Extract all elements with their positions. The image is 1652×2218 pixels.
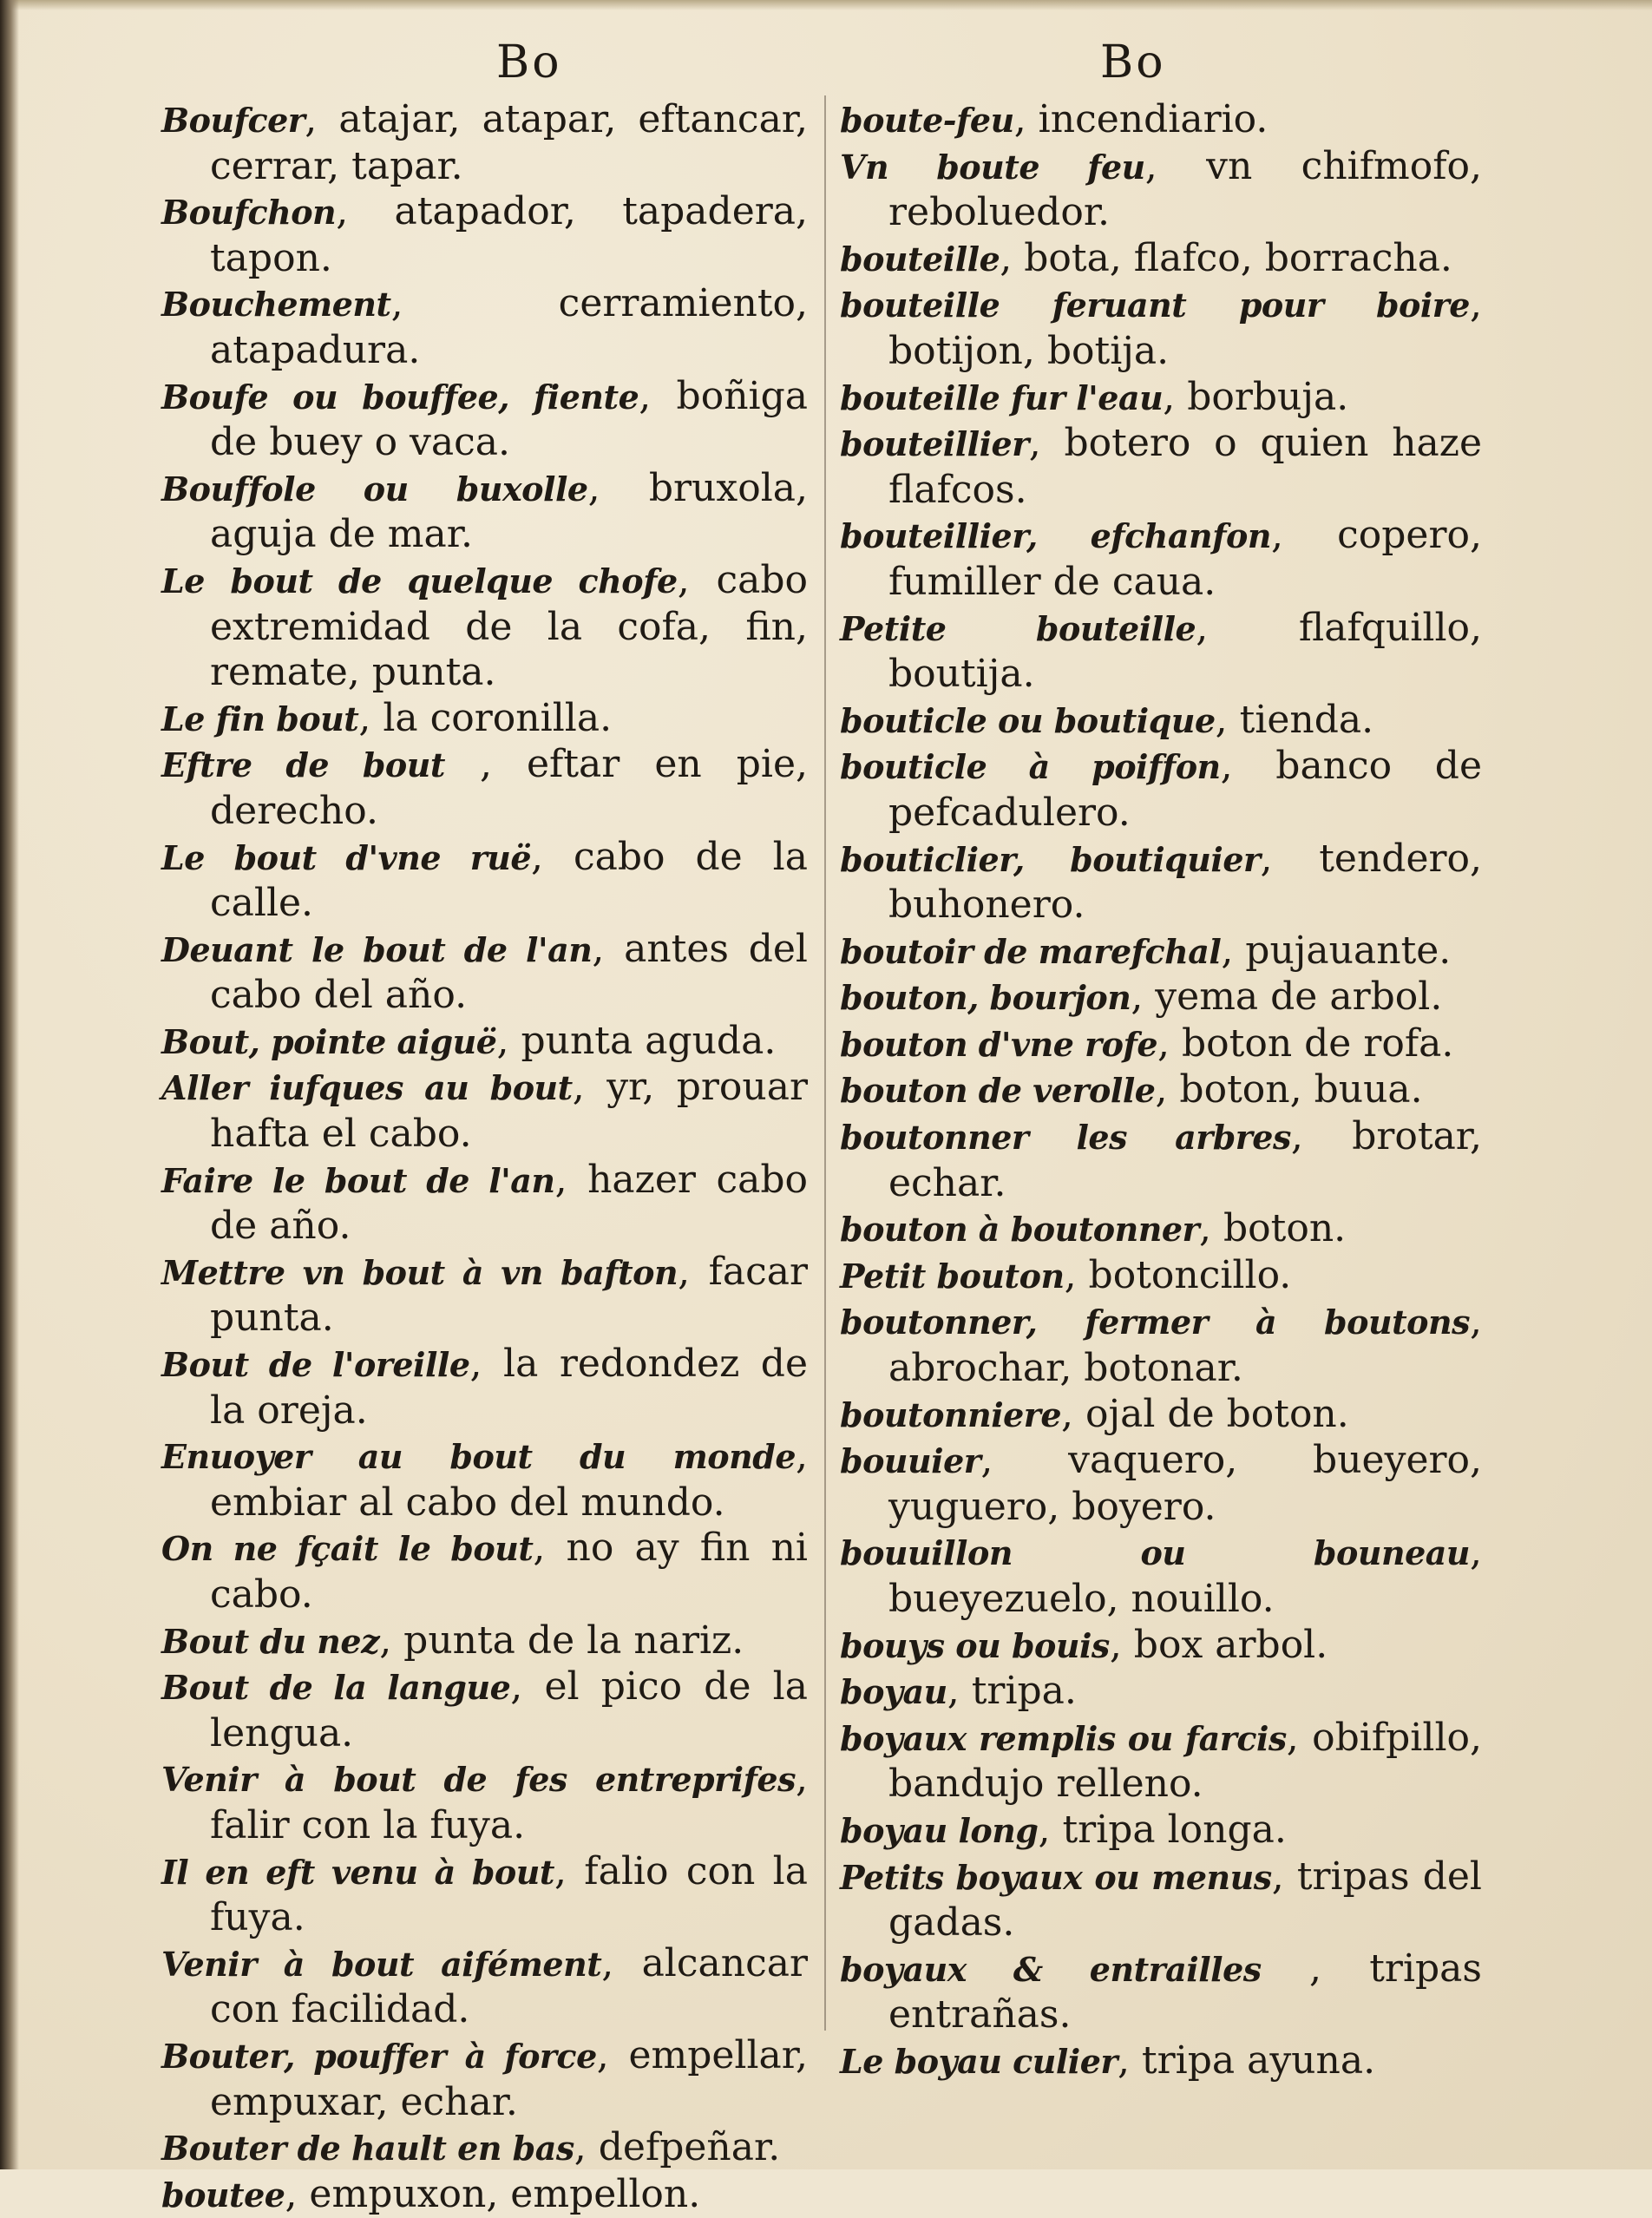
entry-definition: , boñiga de buey o vaca.	[210, 373, 809, 465]
entry-definition: , atajar, atapar, eftancar, cerrar, tapar.	[210, 97, 808, 188]
entry-definition: , bruxola, aguja de mar.	[210, 465, 808, 557]
entry-definition: , eftar en pie, derecho.	[210, 742, 808, 833]
entry-headword: bouys ou bouis	[840, 1625, 1110, 1665]
entry-headword: boutonner les arbres	[840, 1118, 1291, 1158]
entry-definition: , empuxon, empellon.	[285, 2171, 701, 2216]
dictionary-entry	[840, 1114, 1482, 1206]
dictionary-entry	[840, 375, 1482, 422]
entry-headword: Eftre de bout	[161, 745, 445, 785]
dictionary-entry	[161, 742, 808, 834]
entry-definition: , antes del cabo del año.	[210, 926, 808, 1018]
dictionary-entry	[840, 513, 1482, 605]
dictionary-entry	[840, 837, 1482, 929]
entry-definition: , bota, flafco, borracha.	[1000, 235, 1452, 280]
dictionary-entry	[161, 374, 808, 466]
entry-headword: Bout du nez	[161, 1621, 380, 1661]
entry-headword: boute-feu	[840, 101, 1014, 140]
entry-headword: bouticlier, boutiquier	[840, 839, 1261, 879]
entry-definition: , ojal de boton.	[1061, 1391, 1349, 1436]
dictionary-entry	[840, 97, 1482, 144]
dictionary-entry	[161, 281, 808, 373]
entry-headword: Enuoyer au bout du monde	[161, 1437, 796, 1477]
entry-definition: , yr, prouar hafta el cabo.	[210, 1065, 809, 1157]
entry-headword: bouteillier, efchanfon	[840, 516, 1271, 556]
entry-definition: , vn chifmofo, reboluedor.	[888, 143, 1482, 235]
dictionary-entry	[161, 1756, 808, 1848]
dictionary-entry	[840, 1854, 1482, 1946]
dictionary-entry	[161, 1065, 808, 1157]
entry-definition: , alcancar con facilidad.	[210, 1940, 808, 2032]
entry-headword: Bout de l'oreille	[161, 1345, 470, 1385]
entry-definition: , botoncillo.	[1064, 1252, 1292, 1297]
dictionary-entry	[161, 1434, 808, 1526]
entry-headword: Le boyau culier	[840, 2041, 1118, 2081]
entry-definition: , bueyezuelo, nouillo.	[888, 1530, 1482, 1621]
dictionary-entry	[161, 1941, 808, 2033]
entry-definition: , la redondez de la oreja.	[210, 1342, 808, 1433]
entry-definition: , embiar al cabo del mundo.	[210, 1434, 808, 1525]
entry-headword: Aller iufques au bout	[161, 1068, 573, 1108]
entry-headword: bouuillon ou bouneau	[840, 1533, 1470, 1573]
entry-definition: , facar punta.	[210, 1249, 809, 1341]
entry-headword: bouton, bourjon	[840, 978, 1131, 1018]
dictionary-entry	[840, 1067, 1482, 1114]
entry-definition: , tripa longa.	[1038, 1807, 1287, 1852]
dictionary-entry	[840, 744, 1482, 836]
entry-definition: , cabo de la calle.	[210, 834, 808, 926]
dictionary-entry	[840, 1716, 1482, 1808]
dictionary-entry	[840, 1299, 1482, 1391]
entry-definition: , banco de pefcadulero.	[888, 744, 1482, 835]
dictionary-entry	[840, 282, 1482, 374]
dictionary-entry	[161, 1849, 808, 1941]
entry-headword: boyaux & entrailles	[840, 1949, 1262, 1989]
dictionary-entry	[161, 1526, 808, 1618]
dictionary-entry	[840, 1392, 1482, 1439]
entry-headword: boutoir de marefchal	[840, 931, 1222, 971]
entry-headword: Venir à bout aifément	[161, 1944, 602, 1984]
dictionary-entry	[161, 1664, 808, 1756]
entry-definition: , obifpillo, bandujo relleno.	[888, 1715, 1482, 1807]
entry-definition: , la coronilla.	[358, 695, 613, 740]
entry-definition: , copero, fumiller de caua.	[888, 513, 1482, 604]
entry-definition: , hazer cabo de año.	[210, 1157, 808, 1249]
entry-headword: bouteille fur l'eau	[840, 377, 1164, 417]
dictionary-entry	[840, 1206, 1482, 1253]
dictionary-entry	[161, 1019, 808, 1066]
dictionary-entry	[840, 1623, 1482, 1670]
entry-definition: , pujauante.	[1221, 928, 1452, 973]
dictionary-entry	[840, 1438, 1482, 1530]
entry-headword: Le bout de quelque chofe	[161, 561, 678, 600]
entry-headword: Le bout d'vne ruë	[161, 837, 532, 877]
dictionary-entry	[161, 189, 808, 281]
entry-definition: , box arbol.	[1109, 1622, 1328, 1667]
entry-definition: , atapador, tapadera, tapon.	[210, 189, 808, 280]
dictionary-entry	[840, 698, 1482, 745]
entry-definition: , brotar, echar.	[888, 1114, 1482, 1205]
entry-definition: , flafquillo, boutija.	[888, 605, 1482, 697]
entry-definition: , botero o quien haze flafcos.	[888, 421, 1482, 512]
dictionary-entry	[161, 558, 808, 696]
entry-definition: , falir con la fuya.	[210, 1756, 808, 1847]
entry-headword: Le fin bout	[161, 699, 359, 738]
entry-headword: Bout de la langue	[161, 1668, 511, 1708]
entry-headword: Bouter de hault en bas	[161, 2129, 574, 2169]
dictionary-entry	[840, 929, 1482, 975]
dictionary-entry	[840, 606, 1482, 698]
entry-definition: , punta aguda.	[496, 1018, 777, 1063]
entry-definition: , botijon, botija.	[888, 282, 1482, 373]
entry-headword: Petits boyaux ou menus	[840, 1857, 1272, 1897]
entry-definition: , cabo extremidad de la cofa, fin, remate, punta.	[210, 557, 808, 695]
entry-definition: , el pico de la lengua.	[210, 1664, 808, 1755]
entry-headword: boutonner, fermer à boutons	[840, 1303, 1470, 1342]
dictionary-entry	[161, 696, 808, 743]
entry-headword: boyau	[840, 1672, 947, 1712]
entry-definition: , yema de arbol.	[1131, 974, 1443, 1020]
entry-definition: , punta de la nariz.	[379, 1618, 744, 1663]
entry-headword: Petit bouton	[840, 1256, 1065, 1296]
left-column	[161, 97, 808, 2218]
entry-definition: , tienda.	[1215, 697, 1374, 742]
page-top-shadow	[0, 0, 1652, 10]
dictionary-entry	[161, 2172, 808, 2218]
entry-definition: , tripa ayuna.	[1117, 2038, 1376, 2083]
entry-headword: Bouffole ou buxolle	[161, 469, 588, 509]
dictionary-entry	[161, 1618, 808, 1665]
dictionary-entry	[840, 1021, 1482, 1068]
entry-headword: bouteille feruant pour boire	[840, 285, 1470, 325]
entry-headword: Il en eft venu à bout	[161, 1852, 554, 1892]
entry-headword: boutonniere	[840, 1394, 1062, 1434]
entry-headword: bouton d'vne rofe	[840, 1024, 1158, 1064]
entry-headword: boyau long	[840, 1810, 1039, 1850]
entry-headword: Bouter, pouffer à force	[161, 2036, 597, 2076]
entry-headword: Venir à bout de fes entreprifes	[161, 1760, 796, 1800]
entry-headword: bouteillier	[840, 424, 1029, 464]
entry-definition: , no ay fin ni cabo.	[210, 1526, 808, 1617]
entry-headword: Bout, pointe aiguë	[161, 1021, 497, 1061]
entry-definition: , boton de rofa.	[1157, 1020, 1454, 1066]
entry-headword: bouteille	[840, 239, 1000, 279]
entry-definition: , borbuja.	[1163, 374, 1349, 419]
entry-headword: On ne fçait le bout	[161, 1529, 534, 1569]
dictionary-entry	[161, 2033, 808, 2125]
entry-definition: , empellar, empuxar, echar.	[210, 2032, 808, 2124]
entry-headword: bouuier	[840, 1441, 981, 1481]
entry-definition: , tripas del gadas.	[888, 1854, 1482, 1946]
entry-headword: Bouchement	[161, 285, 391, 325]
entry-headword: Petite bouteille	[840, 608, 1196, 648]
entry-headword: Boufe ou bouffee, fiente	[161, 377, 639, 417]
right-column	[840, 97, 1482, 2085]
dictionary-entry	[840, 2038, 1482, 2085]
dictionary-entry	[161, 97, 808, 189]
entry-definition: , tripas entrañas.	[888, 1946, 1482, 2038]
dictionary-entry	[840, 421, 1482, 513]
dictionary-entry	[840, 974, 1482, 1021]
dictionary-entry	[161, 2125, 808, 2172]
dictionary-entry	[161, 1342, 808, 1434]
entry-definition: , incendiario.	[1013, 97, 1268, 141]
entry-headword: bouticle ou boutique	[840, 700, 1216, 740]
right-column-header: Bo	[1100, 36, 1166, 89]
dictionary-entry	[840, 1669, 1482, 1716]
entry-headword: Boufcer	[161, 101, 305, 140]
dictionary-entry	[161, 1158, 808, 1250]
entry-headword: boyaux remplis ou farcis	[840, 1718, 1287, 1758]
dictionary-entry	[840, 1946, 1482, 2038]
entry-definition: , vaquero, bueyero, yuguero, boyero.	[888, 1438, 1482, 1529]
entry-headword: Vn boute feu	[840, 147, 1145, 187]
dictionary-entry	[161, 466, 808, 558]
page-binding-edge	[0, 0, 19, 2169]
entry-definition: , falio con la fuya.	[210, 1848, 808, 1940]
entry-definition: , tendero, buhonero.	[888, 836, 1483, 928]
entry-headword: bouton à boutonner	[840, 1210, 1200, 1250]
entry-headword: bouton de verolle	[840, 1071, 1156, 1111]
dictionary-entry	[840, 1808, 1482, 1854]
dictionary-entry	[161, 1250, 808, 1342]
entry-headword: Faire le bout de l'an	[161, 1160, 555, 1200]
column-divider	[824, 95, 826, 2031]
entry-headword: boutee	[161, 2175, 285, 2215]
entry-definition: , boton, buua.	[1155, 1067, 1423, 1112]
dictionary-entry	[840, 1530, 1482, 1622]
dictionary-entry	[161, 835, 808, 927]
entry-headword: Deuant le bout de l'an	[161, 929, 593, 969]
dictionary-entry	[840, 144, 1482, 236]
entry-definition: , abrochar, botonar.	[888, 1299, 1482, 1391]
entry-definition: , defpeñar.	[574, 2125, 781, 2170]
entry-headword: Mettre vn bout à vn bafton	[161, 1252, 678, 1292]
left-column-header: Bo	[496, 36, 562, 89]
entry-definition: , boton.	[1199, 1206, 1347, 1251]
dictionary-entry	[840, 1253, 1482, 1300]
entry-definition: , cerramiento, atapadura.	[210, 281, 808, 372]
entry-headword: Boufchon	[161, 193, 337, 233]
entry-definition: , tripa.	[947, 1669, 1077, 1714]
dictionary-entry	[161, 927, 808, 1019]
dictionary-entry	[840, 236, 1482, 283]
entry-headword: bouticle à poiffon	[840, 747, 1221, 787]
